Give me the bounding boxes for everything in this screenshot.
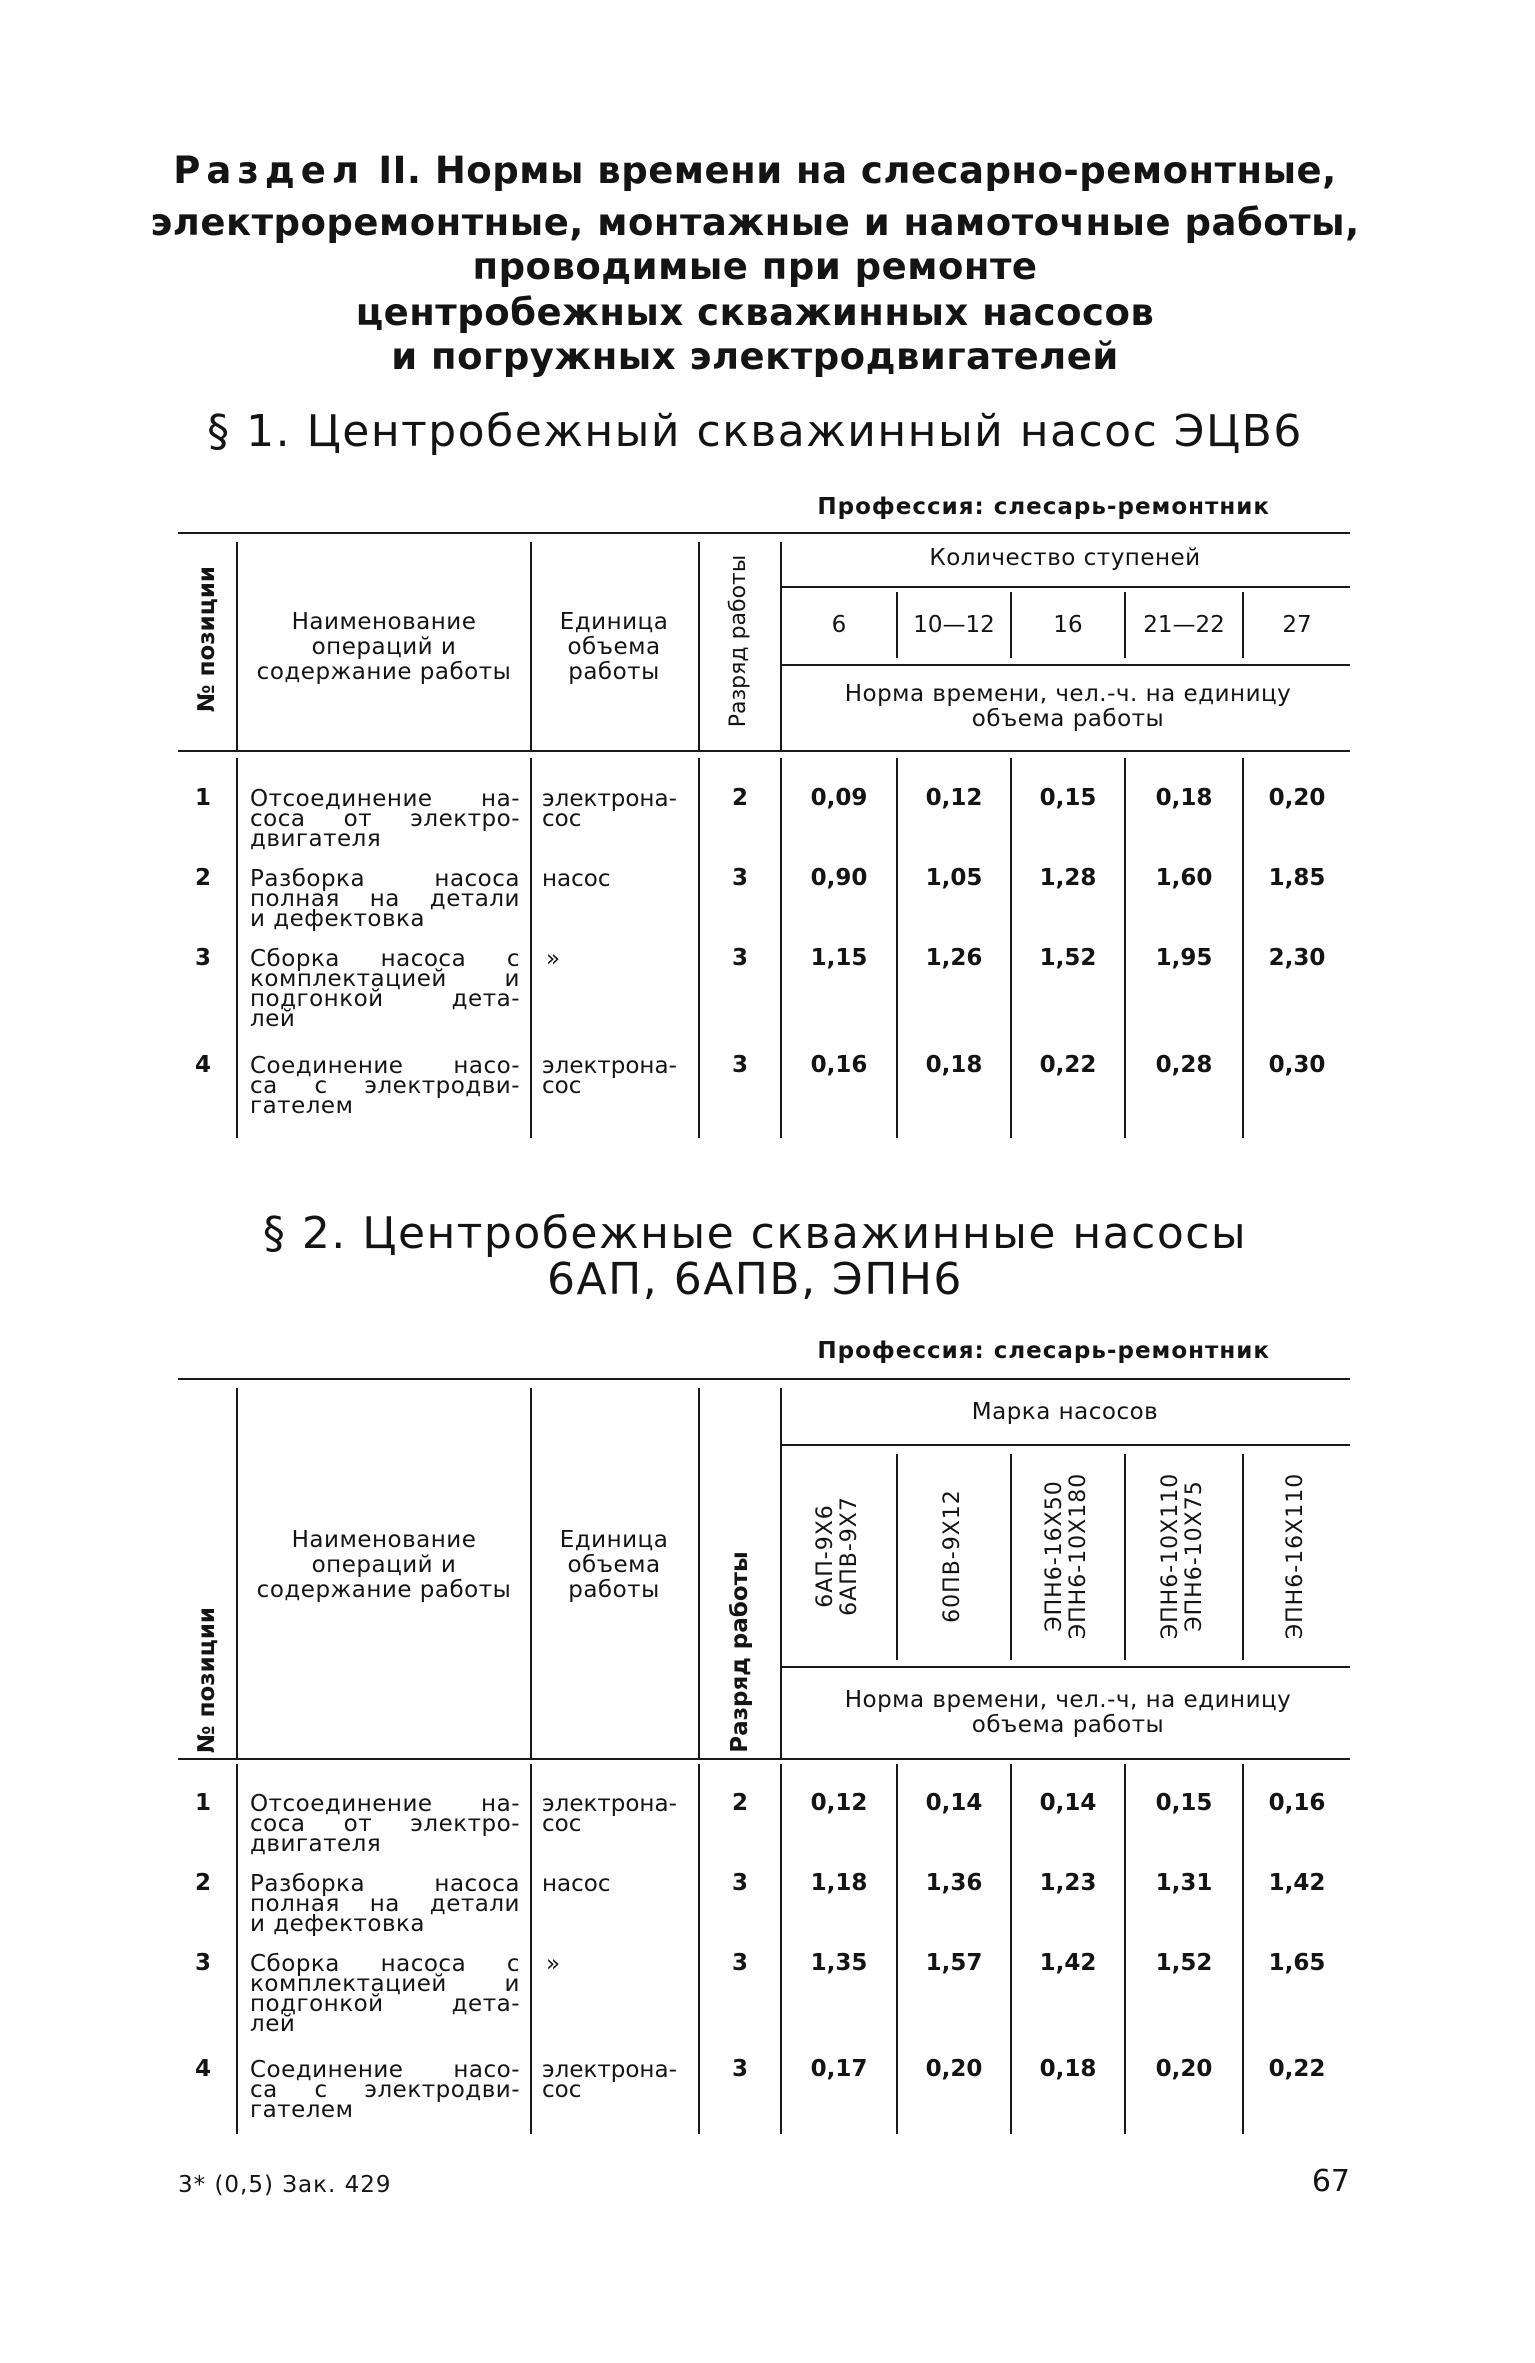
brand-name: 60ПВ-9X12 [940,1489,965,1623]
header-norm: Норма времени, чел.-ч. на единицу объема работы [844,681,1292,732]
operation-line: гателем [250,2097,354,2123]
section-2-profession: Профессия: слесарь-ремонтник [817,1338,1270,1364]
operation-line: полная на детали [250,1891,520,1917]
table-rule [698,1388,700,1758]
row-value: 1,18 [810,1870,868,1896]
row-value: 1,28 [1039,865,1097,891]
row-position: 2 [194,865,211,891]
operation-line: полная на детали [250,886,520,912]
operation-line: двигателя [250,1831,382,1857]
row-position: 1 [194,1790,211,1816]
table-rule [1124,1454,1126,1660]
header-position: № позиции [194,1606,220,1754]
row-value: 0,22 [1268,2056,1326,2082]
row-value: 1,95 [1155,945,1213,971]
row-value: 0,22 [1039,1052,1097,1078]
operation-line: соса от электро- [250,1811,520,1837]
row-value: 1,35 [810,1950,868,1976]
unit-line: электрона- [542,1791,677,1817]
heading-line-4: центробежных скважинных насосов [355,291,1155,334]
operation-line: са с электродви- [250,2077,520,2103]
row-value: 0,15 [1155,1790,1213,1816]
operation-line: Разборка насоса [250,866,520,892]
header-position: № позиции [194,565,220,713]
row-position: 3 [194,945,211,971]
operation-line: гателем [250,1093,354,1119]
row-value: 0,28 [1155,1052,1213,1078]
row-value: 1,85 [1268,865,1326,891]
row-unit [542,946,696,972]
operation-line: Соединение насо- [250,1053,520,1079]
row-value: 0,18 [925,1052,983,1078]
section-2-table [178,1378,1350,2138]
row-operation [250,1791,520,1857]
heading-line-5: и погружных электродвигателей [391,335,1119,378]
row-value: 0,20 [925,2056,983,2082]
table-rule [698,542,700,750]
operation-line: Сборка насоса с [250,1951,520,1977]
row-value: 0,30 [1268,1052,1326,1078]
section-1-title: § 1. Центробежный скважинный насос ЭЦВ6 [207,406,1303,457]
row-grade: 3 [731,945,748,971]
row-unit [542,1791,692,1837]
header-grade: Разряд работы [727,1551,753,1753]
table-rule [236,542,238,750]
row-value: 1,57 [925,1950,983,1976]
row-grade: 3 [731,865,748,891]
table-rule [780,586,1350,588]
header-unit: Единица объема работы [559,609,669,685]
row-value: 0,14 [925,1790,983,1816]
row-value: 1,65 [1268,1950,1326,1976]
table-rule [178,532,1350,534]
row-operation [250,1053,520,1119]
operation-line: двигателя [250,826,382,852]
table-rule [780,1666,1350,1668]
row-value: 0,18 [1039,2056,1097,2082]
brand-name: ЭПН6-10X110 [1158,1472,1183,1640]
row-value: 0,14 [1039,1790,1097,1816]
header-norm: Норма времени, чел.-ч, на единицу объема работы [844,1687,1292,1738]
unit-line: электрона- [542,2057,677,2083]
operation-line: са с электродви- [250,1073,520,1099]
row-value: 1,26 [925,945,983,971]
table-rule [780,1388,782,1758]
unit-line: сос [542,806,582,832]
row-grade: 3 [731,2056,748,2082]
row-value: 0,90 [810,865,868,891]
operation-line: Разборка насоса [250,1871,520,1897]
brand-column-header [1043,1456,1091,1656]
row-operation [250,1871,520,1937]
brand-name: ЭПН6-10X75 [1182,1480,1207,1632]
row-unit [542,2057,692,2103]
row-operation [250,786,520,852]
row-unit [542,1951,696,1977]
heading-numeral: II. [378,149,422,192]
row-operation [250,1951,520,2037]
table-rule [780,664,1350,666]
operation-line: лей [250,2011,296,2037]
table-rule [1010,1454,1012,1660]
header-col: 6 [831,612,847,638]
row-value: 0,16 [1268,1790,1326,1816]
row-unit [542,1871,692,1897]
table-rule [896,1454,898,1660]
section-1-table [178,532,1350,1142]
table-rule [236,1764,238,2134]
row-position: 3 [194,1950,211,1976]
table-rule [178,750,1350,752]
row-position: 1 [194,785,211,811]
row-value: 1,15 [810,945,868,971]
row-position: 2 [194,1870,211,1896]
header-operation: Наименование операций и содержание работы [256,1527,512,1603]
row-operation [250,946,520,1032]
heading-line-2: электроремонтные, монтажные и намоточные работы, [150,201,1360,244]
table-rule [530,1388,532,1758]
header-col: 21—22 [1143,612,1225,638]
operation-line: подгонкой дета- [250,1991,520,2017]
operation-line: Сборка насоса с [250,946,520,972]
section-2-title-line-1: § 2. Центробежные скважинные насосы [262,1208,1248,1259]
table-rule [178,1378,1350,1380]
row-value: 1,42 [1039,1950,1097,1976]
page-number: 67 [1311,2164,1350,2199]
brand-name: 6АП-9X6 [813,1504,838,1608]
table-rule [530,758,532,1138]
row-position: 4 [194,1052,211,1078]
operation-line: Отсоединение на- [250,786,520,812]
row-value: 1,60 [1155,865,1213,891]
row-value: 0,18 [1155,785,1213,811]
heading-prefix: Раздел [173,149,365,192]
header-grade: Разряд работы [726,554,751,728]
brand-column-header [941,1456,965,1656]
section-2-title-line-2: 6АП, 6АПВ, ЭПН6 [547,1254,963,1305]
row-value: 1,23 [1039,1870,1097,1896]
unit-line: электрона- [542,786,677,812]
table-rule [780,542,782,750]
heading-line-1-rest: Нормы времени на слесарно-ремонтные, [434,149,1337,192]
unit-line: » [546,946,561,972]
header-col: 27 [1282,612,1312,638]
row-position: 4 [194,2056,211,2082]
row-value: 0,17 [810,2056,868,2082]
row-value: 0,12 [925,785,983,811]
row-value: 0,15 [1039,785,1097,811]
section-1-profession: Профессия: слесарь-ремонтник [817,494,1270,520]
brand-column-header [1159,1456,1207,1656]
row-value: 2,30 [1268,945,1326,971]
brand-column-header [814,1456,862,1656]
row-grade: 3 [731,1950,748,1976]
row-value: 1,36 [925,1870,983,1896]
row-value: 1,52 [1155,1950,1213,1976]
operation-line: и дефектовка [250,906,426,932]
row-unit [542,786,692,832]
unit-line: сос [542,1811,582,1837]
row-value: 0,16 [810,1052,868,1078]
heading-line-3: проводимые при ремонте [472,245,1038,288]
operation-line: соса от электро- [250,806,520,832]
row-unit [542,1053,692,1099]
row-operation [250,866,520,932]
operation-line: Отсоединение на- [250,1791,520,1817]
row-value: 0,20 [1268,785,1326,811]
unit-line: » [546,1951,561,1977]
row-grade: 3 [731,1052,748,1078]
table-rule [178,1758,1350,1760]
brand-name: ЭПН6-16X50 [1042,1480,1067,1632]
row-operation [250,2057,520,2123]
table-rule [530,542,532,750]
brand-name: 6АПВ-9X7 [837,1496,862,1616]
operation-line: комплектацией и [250,966,520,992]
heading-line-1 [140,150,1370,191]
row-value: 0,20 [1155,2056,1213,2082]
unit-line: сос [542,2077,582,2103]
unit-line: насос [542,1871,611,1897]
table-rule [530,1764,532,2134]
operation-line: комплектацией и [250,1971,520,1997]
header-col: 10—12 [913,612,995,638]
row-unit [542,866,692,892]
footer-print-info: 3* (0,5) Зак. 429 [178,2172,392,2198]
row-value: 1,31 [1155,1870,1213,1896]
brand-name: ЭПН6-16X110 [1283,1472,1308,1640]
header-brand-group: Марка насосов [971,1399,1159,1425]
header-unit: Единица объема работы [559,1527,669,1603]
row-value: 0,12 [810,1790,868,1816]
operation-line: Соединение насо- [250,2057,520,2083]
brand-column-header [1284,1456,1308,1656]
operation-line: подгонкой дета- [250,986,520,1012]
brand-name: ЭПН6-10X180 [1066,1472,1091,1640]
row-grade: 3 [731,1870,748,1896]
unit-line: насос [542,866,611,892]
row-value: 0,09 [810,785,868,811]
row-grade: 2 [731,1790,748,1816]
unit-line: сос [542,1073,582,1099]
header-operation: Наименование операций и содержание работы [256,609,512,685]
operation-line: лей [250,1006,296,1032]
row-value: 1,52 [1039,945,1097,971]
header-col: 16 [1053,612,1083,638]
table-rule [1242,1454,1244,1660]
header-steps-group: Количество ступеней [929,545,1201,571]
row-value: 1,42 [1268,1870,1326,1896]
unit-line: электрона- [542,1053,677,1079]
table-rule [780,1444,1350,1446]
operation-line: и дефектовка [250,1911,426,1937]
row-value: 1,05 [925,865,983,891]
table-rule [236,1388,238,1758]
table-rule [236,758,238,1138]
row-grade: 2 [731,785,748,811]
